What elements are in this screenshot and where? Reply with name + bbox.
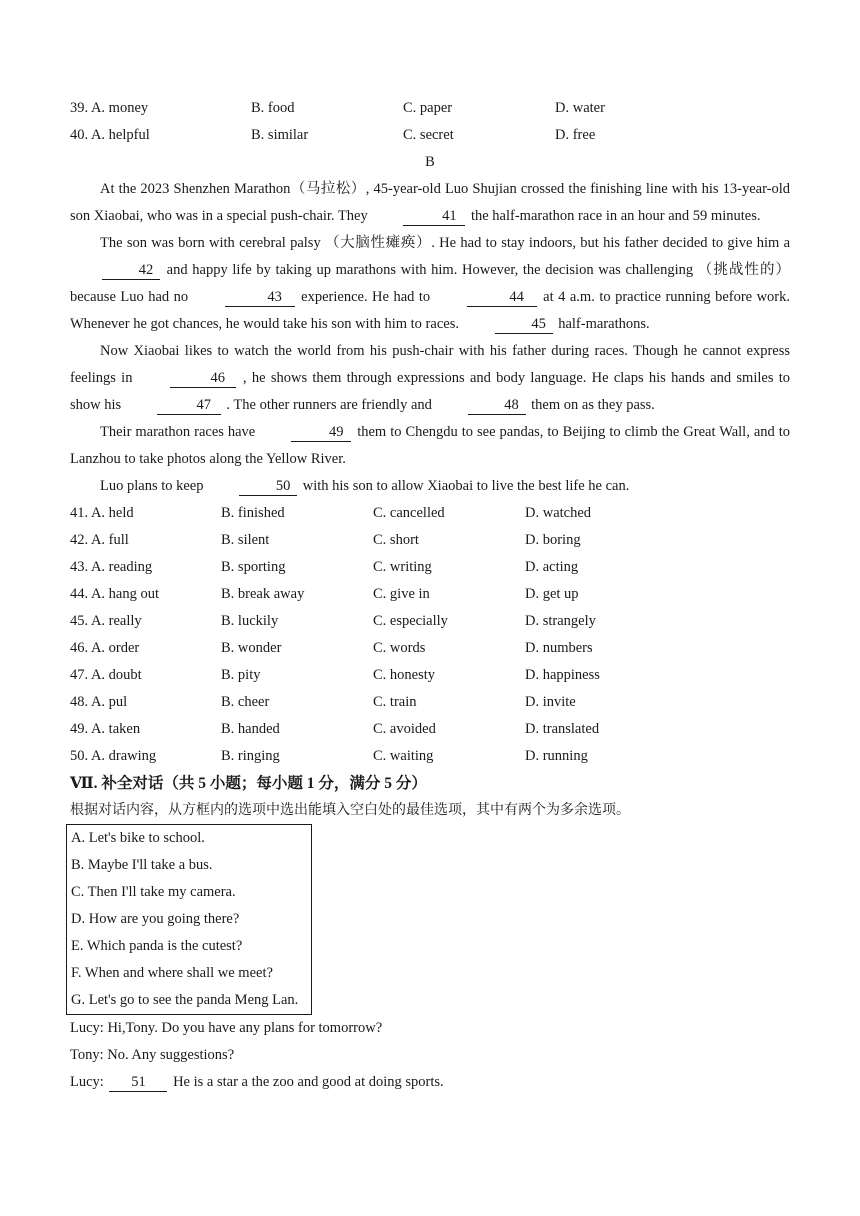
option-c: C. especially bbox=[373, 613, 448, 629]
passage-text: the half-marathon race in an hour and 59 minutes. bbox=[470, 208, 761, 224]
option-c: C. give in bbox=[373, 586, 430, 602]
option-d: D. boring bbox=[525, 532, 581, 548]
blank-50: 50 bbox=[207, 473, 299, 500]
option-a: 47. A. doubt bbox=[70, 667, 142, 683]
option-a: 48. A. pul bbox=[70, 694, 128, 710]
passage-text: Now Xiaobai likes to watch the world from his push-chair with his father during races. Though he cannot express feelings in bbox=[70, 343, 790, 386]
question-39-options bbox=[70, 95, 790, 122]
option-c: C. writing bbox=[373, 559, 432, 575]
option-b: B. sporting bbox=[221, 559, 286, 575]
option-d: D. numbers bbox=[525, 640, 593, 656]
option-d: D. get up bbox=[525, 586, 579, 602]
blank-42: 42 bbox=[70, 257, 162, 284]
blank-41: 41 bbox=[371, 203, 467, 230]
passage-text: At the 2023 Shenzhen Marathon（马拉松）, 45-year-old Luo Shujian crossed the finishing line with his 13-year-old son Xiaobai, who was in a special push-chair. They bbox=[70, 181, 790, 224]
blank-45: 45 bbox=[463, 311, 555, 338]
option-c: C. secret bbox=[403, 127, 454, 143]
option-b: B. pity bbox=[221, 667, 261, 683]
question-options-row bbox=[70, 581, 790, 608]
dialogue-text: He is a star a the zoo and good at doing sports. bbox=[173, 1074, 444, 1090]
passage-text: The son was born with cerebral palsy （大脑性瘫痪）. He had to stay indoors, but his father decided to give him a bbox=[100, 235, 790, 251]
option-d: D. happiness bbox=[525, 667, 600, 683]
option-b: B. similar bbox=[251, 127, 309, 143]
passage-text: with his son to allow Xiaobai to live the best life he can. bbox=[302, 478, 630, 494]
option-a: 39. A. money bbox=[70, 100, 149, 116]
question-options-row bbox=[70, 662, 790, 689]
option-c: C. train bbox=[373, 694, 417, 710]
passage-paragraph-1 bbox=[70, 176, 790, 230]
box-option: D. How are you going there? bbox=[71, 911, 240, 927]
option-a: 43. A. reading bbox=[70, 559, 153, 575]
section-instruction: 根据对话内容，从方框内的选项中选出能填入空白处的最佳选项，其中有两个为多余选项。 bbox=[70, 803, 630, 818]
option-b: B. food bbox=[251, 100, 295, 116]
blank-44: 44 bbox=[435, 284, 539, 311]
option-c: C. cancelled bbox=[373, 505, 445, 521]
option-b: B. wonder bbox=[221, 640, 282, 656]
blank-49: 49 bbox=[259, 419, 353, 446]
option-c: C. paper bbox=[403, 100, 453, 116]
option-b: B. break away bbox=[221, 586, 305, 602]
question-options-row bbox=[70, 743, 790, 770]
option-a: 45. A. really bbox=[70, 613, 142, 629]
question-options-row bbox=[70, 527, 790, 554]
passage-text: and happy life by taking up marathons with him. However, the decision was challenging （挑战性的） because Luo had no bbox=[70, 262, 790, 305]
option-d: D. water bbox=[555, 100, 605, 116]
option-d: D. running bbox=[525, 748, 588, 764]
option-c: C. short bbox=[373, 532, 419, 548]
dialogue-line: Tony: No. Any suggestions? bbox=[70, 1047, 235, 1063]
blank-47: 47 bbox=[125, 392, 223, 419]
blank-51: 51 bbox=[107, 1069, 169, 1096]
passage-text: at 4 a.m. to practice running before work. Whenever he got chances, he would take his son with him to races. bbox=[70, 289, 791, 332]
blank-43: 43 bbox=[193, 284, 297, 311]
exam-page bbox=[70, 95, 790, 1096]
passage-text: Luo plans to keep bbox=[100, 478, 204, 494]
passage-paragraph-3 bbox=[70, 338, 790, 419]
passage-text: , he shows them through expressions and body language. He claps his hands and smiles to show his bbox=[70, 370, 791, 413]
box-option: C. Then I'll take my camera. bbox=[71, 884, 236, 900]
option-a: 41. A. held bbox=[70, 505, 134, 521]
dialogue-line bbox=[70, 1069, 790, 1096]
option-d: D. translated bbox=[525, 721, 600, 737]
option-d: D. watched bbox=[525, 505, 592, 521]
box-option: G. Let's go to see the panda Meng Lan. bbox=[71, 992, 299, 1008]
option-a: 40. A. helpful bbox=[70, 127, 150, 143]
passage-paragraph-5 bbox=[70, 473, 790, 500]
options-list bbox=[70, 500, 790, 770]
option-b: B. luckily bbox=[221, 613, 279, 629]
box-option: E. Which panda is the cutest? bbox=[71, 938, 243, 954]
question-options-row bbox=[70, 554, 790, 581]
option-c: C. words bbox=[373, 640, 426, 656]
option-a: 50. A. drawing bbox=[70, 748, 157, 764]
question-options-row bbox=[70, 716, 790, 743]
passage-paragraph-4 bbox=[70, 419, 790, 473]
option-d: D. free bbox=[555, 127, 596, 143]
section-letter: B bbox=[425, 154, 435, 170]
blank-48: 48 bbox=[436, 392, 528, 419]
passage-text: Their marathon races have bbox=[100, 424, 256, 440]
option-a: 46. A. order bbox=[70, 640, 140, 656]
option-a: 42. A. full bbox=[70, 532, 129, 548]
passage-text: . The other runners are friendly and bbox=[226, 397, 432, 413]
question-40-options bbox=[70, 122, 790, 149]
option-c: C. avoided bbox=[373, 721, 436, 737]
option-c: C. honesty bbox=[373, 667, 436, 683]
option-b: B. ringing bbox=[221, 748, 280, 764]
question-options-row bbox=[70, 635, 790, 662]
option-a: 44. A. hang out bbox=[70, 586, 160, 602]
option-d: D. acting bbox=[525, 559, 579, 575]
option-d: D. strangely bbox=[525, 613, 596, 629]
option-b: B. finished bbox=[221, 505, 285, 521]
option-d: D. invite bbox=[525, 694, 576, 710]
passage-text: experience. He had to bbox=[301, 289, 431, 305]
box-option: A. Let's bike to school. bbox=[71, 830, 205, 846]
question-options-row bbox=[70, 689, 790, 716]
passage-text: them to Chengdu to see pandas, to Beijing to climb the Great Wall, and to Lanzhou to take photos along the Yellow River. bbox=[70, 424, 791, 467]
options-box bbox=[66, 824, 312, 1015]
box-option: F. When and where shall we meet? bbox=[71, 965, 273, 981]
passage-text: them on as they pass. bbox=[531, 397, 655, 413]
passage-text: half-marathons. bbox=[558, 316, 650, 332]
option-b: B. cheer bbox=[221, 694, 270, 710]
blank-46: 46 bbox=[138, 365, 238, 392]
dialogue-line: Lucy: Hi,Tony. Do you have any plans for tomorrow? bbox=[70, 1020, 383, 1036]
question-options-row bbox=[70, 608, 790, 635]
box-option: B. Maybe I'll take a bus. bbox=[71, 857, 213, 873]
passage-paragraph-2 bbox=[70, 230, 790, 338]
question-options-row bbox=[70, 500, 790, 527]
section-heading: Ⅶ. 补全对话（共 5 小题；每小题 1 分，满分 5 分） bbox=[70, 775, 427, 792]
option-b: B. silent bbox=[221, 532, 270, 548]
option-c: C. waiting bbox=[373, 748, 434, 764]
speaker: Lucy: bbox=[70, 1074, 104, 1090]
option-a: 49. A. taken bbox=[70, 721, 141, 737]
option-b: B. handed bbox=[221, 721, 280, 737]
